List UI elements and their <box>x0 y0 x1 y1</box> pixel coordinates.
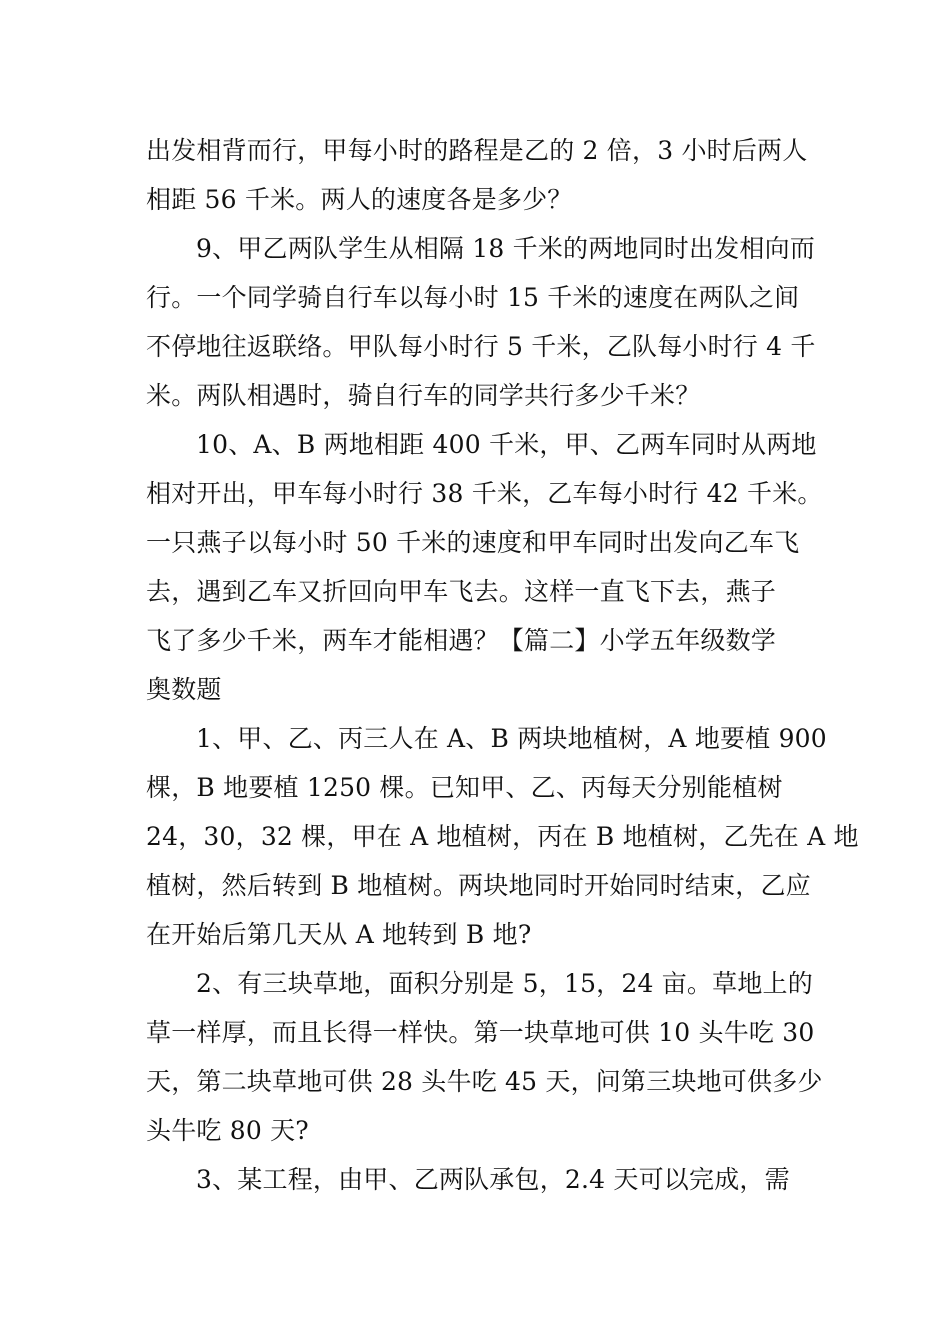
text-line: 一只燕子以每小时 50 千米的速度和甲车同时出发向乙车飞 <box>146 528 800 557</box>
text-line: 植树，然后转到 B 地植树。两块地同时开始同时结束，乙应 <box>146 871 811 900</box>
problem-9-line: 9、甲乙两队学生从相隔 18 千米的两地同时出发相向而 <box>196 234 816 263</box>
text-line: 头牛吃 80 天? <box>146 1116 309 1145</box>
text-line: 飞了多少千米，两车才能相遇？【篇二】小学五年级数学 <box>146 626 777 655</box>
text-line: 草一样厚，而且长得一样快。第一块草地可供 10 头牛吃 30 <box>146 1018 815 1047</box>
text-line: 米。两队相遇时，骑自行车的同学共行多少千米？ <box>146 381 701 410</box>
text-line: 去，遇到乙车又折回向甲车飞去。这样一直飞下去，燕子 <box>146 577 777 606</box>
text-line: 24，30，32 棵，甲在 A 地植树，丙在 B 地植树，乙先在 A 地 <box>146 822 859 851</box>
document-body <box>146 126 859 1204</box>
text-line: 相对开出，甲车每小时行 38 千米，乙车每小时行 42 千米。 <box>146 479 823 508</box>
problem-2-line: 2、有三块草地，面积分别是 5，15，24 亩。草地上的 <box>196 969 813 998</box>
problem-3-line: 3、某工程，由甲、乙两队承包，2.4 天可以完成，需 <box>196 1165 790 1194</box>
section-heading-line: 奥数题 <box>146 675 222 704</box>
problem-1-line: 1、甲、乙、丙三人在 A、B 两块地植树，A 地要植 900 <box>196 724 827 753</box>
text-line: 相距 56 千米。两人的速度各是多少？ <box>146 185 573 214</box>
text-line: 出发相背而行，甲每小时的路程是乙的 2 倍，3 小时后两人 <box>146 136 808 165</box>
text-line: 在开始后第几天从 A 地转到 B 地? <box>146 920 532 949</box>
text-line: 不停地往返联络。甲队每小时行 5 千米，乙队每小时行 4 千 <box>146 332 816 361</box>
text-line: 行。一个同学骑自行车以每小时 15 千米的速度在两队之间 <box>146 283 800 312</box>
problem-10-line: 10、A、B 两地相距 400 千米，甲、乙两车同时从两地 <box>196 430 817 459</box>
text-line: 棵，B 地要植 1250 棵。已知甲、乙、丙每天分别能植树 <box>146 773 783 802</box>
text-line: 天，第二块草地可供 28 头牛吃 45 天，问第三块地可供多少 <box>146 1067 823 1096</box>
